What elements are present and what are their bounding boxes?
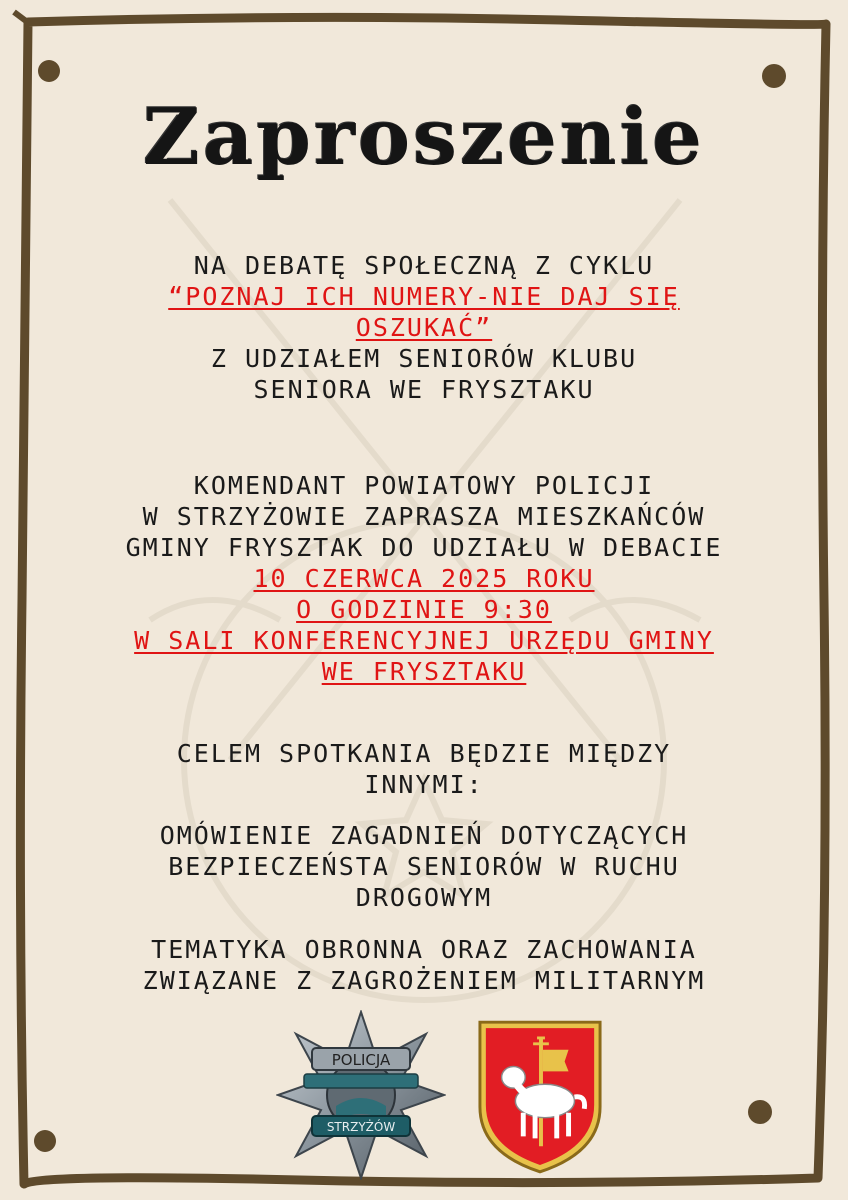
page-title: Zaproszenie — [143, 92, 705, 183]
intro-line-1: NA DEBATĘ SPOŁECZNĄ Z CYKLU — [193, 251, 655, 280]
police-logo-bottom-text: STRZYŻÓW — [326, 1120, 396, 1134]
event-place-line-2: WE FRYSZTAKU — [321, 657, 527, 686]
intro-line-4: Z UDZIAŁEM SENIORÓW KLUBU — [210, 344, 638, 373]
police-star-logo — [276, 1010, 446, 1180]
event-place-line-1: W SALI KONFERENCYJNEJ URZĘDU GMINY — [134, 626, 714, 655]
goal-line-2: INNYMI: — [364, 770, 484, 799]
event-date: 10 CZERWCA 2025 ROKU — [253, 564, 595, 593]
topic-2-section — [60, 934, 788, 996]
cycle-name-line-1: “POZNAJ ICH NUMERY-NIE DAJ SIĘ — [168, 282, 680, 311]
decor-dot-top-right — [762, 64, 786, 88]
topic-2-line-2: ZWIĄZANE Z ZAGROŻENIEM MILITARNYM — [142, 966, 706, 995]
decor-dot-bottom-left — [34, 1130, 56, 1152]
decor-dot-bottom-right — [748, 1100, 772, 1124]
police-logo-top-text: POLICJA — [331, 1051, 391, 1069]
invite-line-2: W STRZYŻOWIE ZAPRASZA MIESZKAŃCÓW — [142, 502, 706, 531]
goal-line-1: CELEM SPOTKANIA BĘDZIE MIĘDZY — [176, 739, 672, 768]
intro-section — [60, 250, 788, 405]
topic-2-line-1: TEMATYKA OBRONNA ORAZ ZACHOWANIA — [151, 935, 697, 964]
decor-dot-top-left — [38, 60, 60, 82]
invite-section — [60, 470, 788, 687]
coat-of-arms-logo — [476, 1018, 604, 1176]
invite-line-1: KOMENDANT POWIATOWY POLICJI — [193, 471, 655, 500]
topic-1-line-1: OMÓWIENIE ZAGADNIEŃ DOTYCZĄCYCH — [159, 821, 689, 850]
intro-line-5: SENIORA WE FRYSZTAKU — [253, 375, 595, 404]
event-time: O GODZINIE 9:30 — [296, 595, 552, 624]
cycle-name-line-2: OSZUKAĆ” — [355, 313, 493, 342]
goal-section — [60, 738, 788, 800]
invite-line-3: GMINY FRYSZTAK DO UDZIAŁU W DEBACIE — [125, 533, 723, 562]
topic-1-line-2: BEZPIECZEŃSTA SENIORÓW W RUCHU — [168, 852, 680, 881]
topic-1-line-3: DROGOWYM — [355, 883, 493, 912]
topic-1-section — [60, 820, 788, 913]
